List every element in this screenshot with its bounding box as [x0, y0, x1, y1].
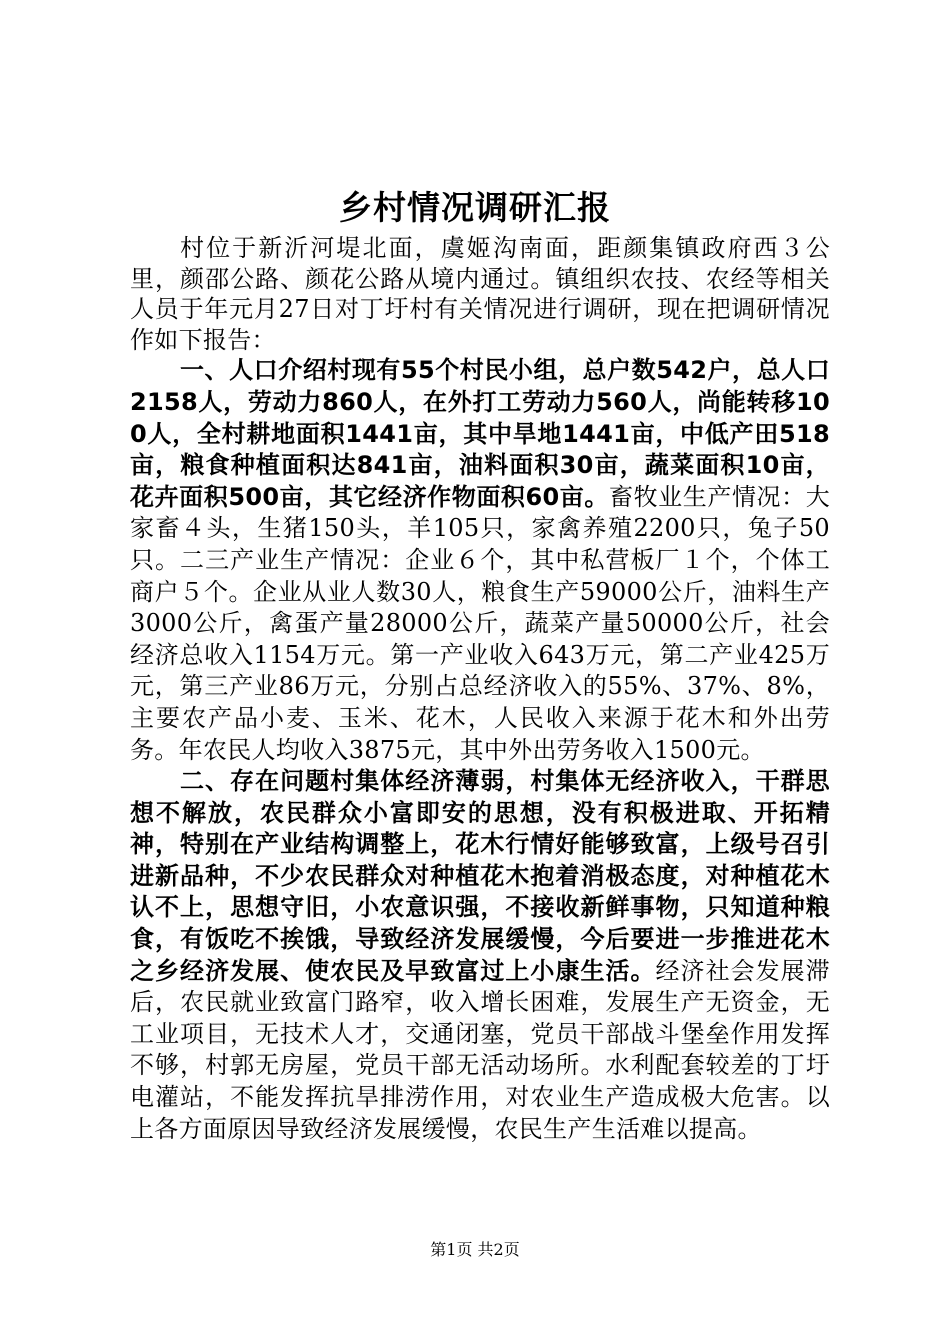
- paragraph-population-text: 畜牧业生产情况：大家畜４头，生猪150头，羊105只，家禽养殖2200只，兔子50只。二三产业生产情况：企业６个，其中私营板厂１个，个体工商户５个。企业从业人数30人，粮食生产59000公斤，油料生产3000公斤，禽蛋产量28000公斤，蔬菜产量50000公斤，社会经济总收入1154万元。第一产业收入643万元，第二产业425万元，第三产业86万元，分别占总经济收入的55%、37%、8%，主要农产品小麦、玉米、花木，人民收入来源于花木和外出劳务。年农民人均收入3875元，其中外出劳务收入1500元。: [130, 482, 831, 764]
- page-footer: 第1页 共2页: [430, 1240, 520, 1259]
- document-body: [130, 233, 830, 1145]
- paragraph-intro: [130, 233, 830, 355]
- paragraph-problems: [130, 766, 830, 1145]
- paragraph-problems-lead: 二、存在问题村集体经济薄弱，村集体无经济收入，干群思想不解放，农民群众小富即安的思想，没有积极进取、开拓精神，特别在产业结构调整上，花木行情好能够致富，上级号召引进新品种，不少农民群众对种植花木抱着消极态度，对种植花木认不上，思想守旧，小农意识强，不接收新鲜事物，只知道种粮食，有饭吃不挨饿，导致经济发展缓慢，今后要进一步推进花木之乡经济发展、使农民及早致富过上小康生活。: [130, 767, 830, 985]
- paragraph-population-lead: 一、人口介绍村现有55个村民小组，总户数542户，总人口2158人，劳动力860人，在外打工劳动力560人，尚能转移100人，全村耕地面积1441亩，其中旱地1441亩，中低产田518亩，粮食种植面积达841亩，油料面积30亩，蔬菜面积10亩，花卉面积500亩，其它经济作物面积60亩。: [130, 356, 830, 511]
- document-title: 乡村情况调研汇报: [339, 188, 611, 227]
- paragraph-population: [130, 355, 830, 766]
- paragraph-intro-text: 村位于新沂河堤北面，虞姬沟南面，距颜集镇政府西３公里，颜邵公路、颜花公路从境内通过。镇组织农技、农经等相关人员于年元月27日对丁圩村有关情况进行调研，现在把调研情况作如下报告：: [130, 234, 830, 354]
- paragraph-problems-text: 经济社会发展滞后，农民就业致富门路窄，收入增长困难，发展生产无资金，无工业项目，无技术人才，交通闭塞，党员干部战斗堡垒作用发挥不够，村郭无房屋，党员干部无活动场所。水利配套较差的丁圩电灌站，不能发挥抗旱排涝作用，对农业生产造成极大危害。以上各方面原因导致经济发展缓慢，农民生产生活难以提高。: [130, 956, 830, 1143]
